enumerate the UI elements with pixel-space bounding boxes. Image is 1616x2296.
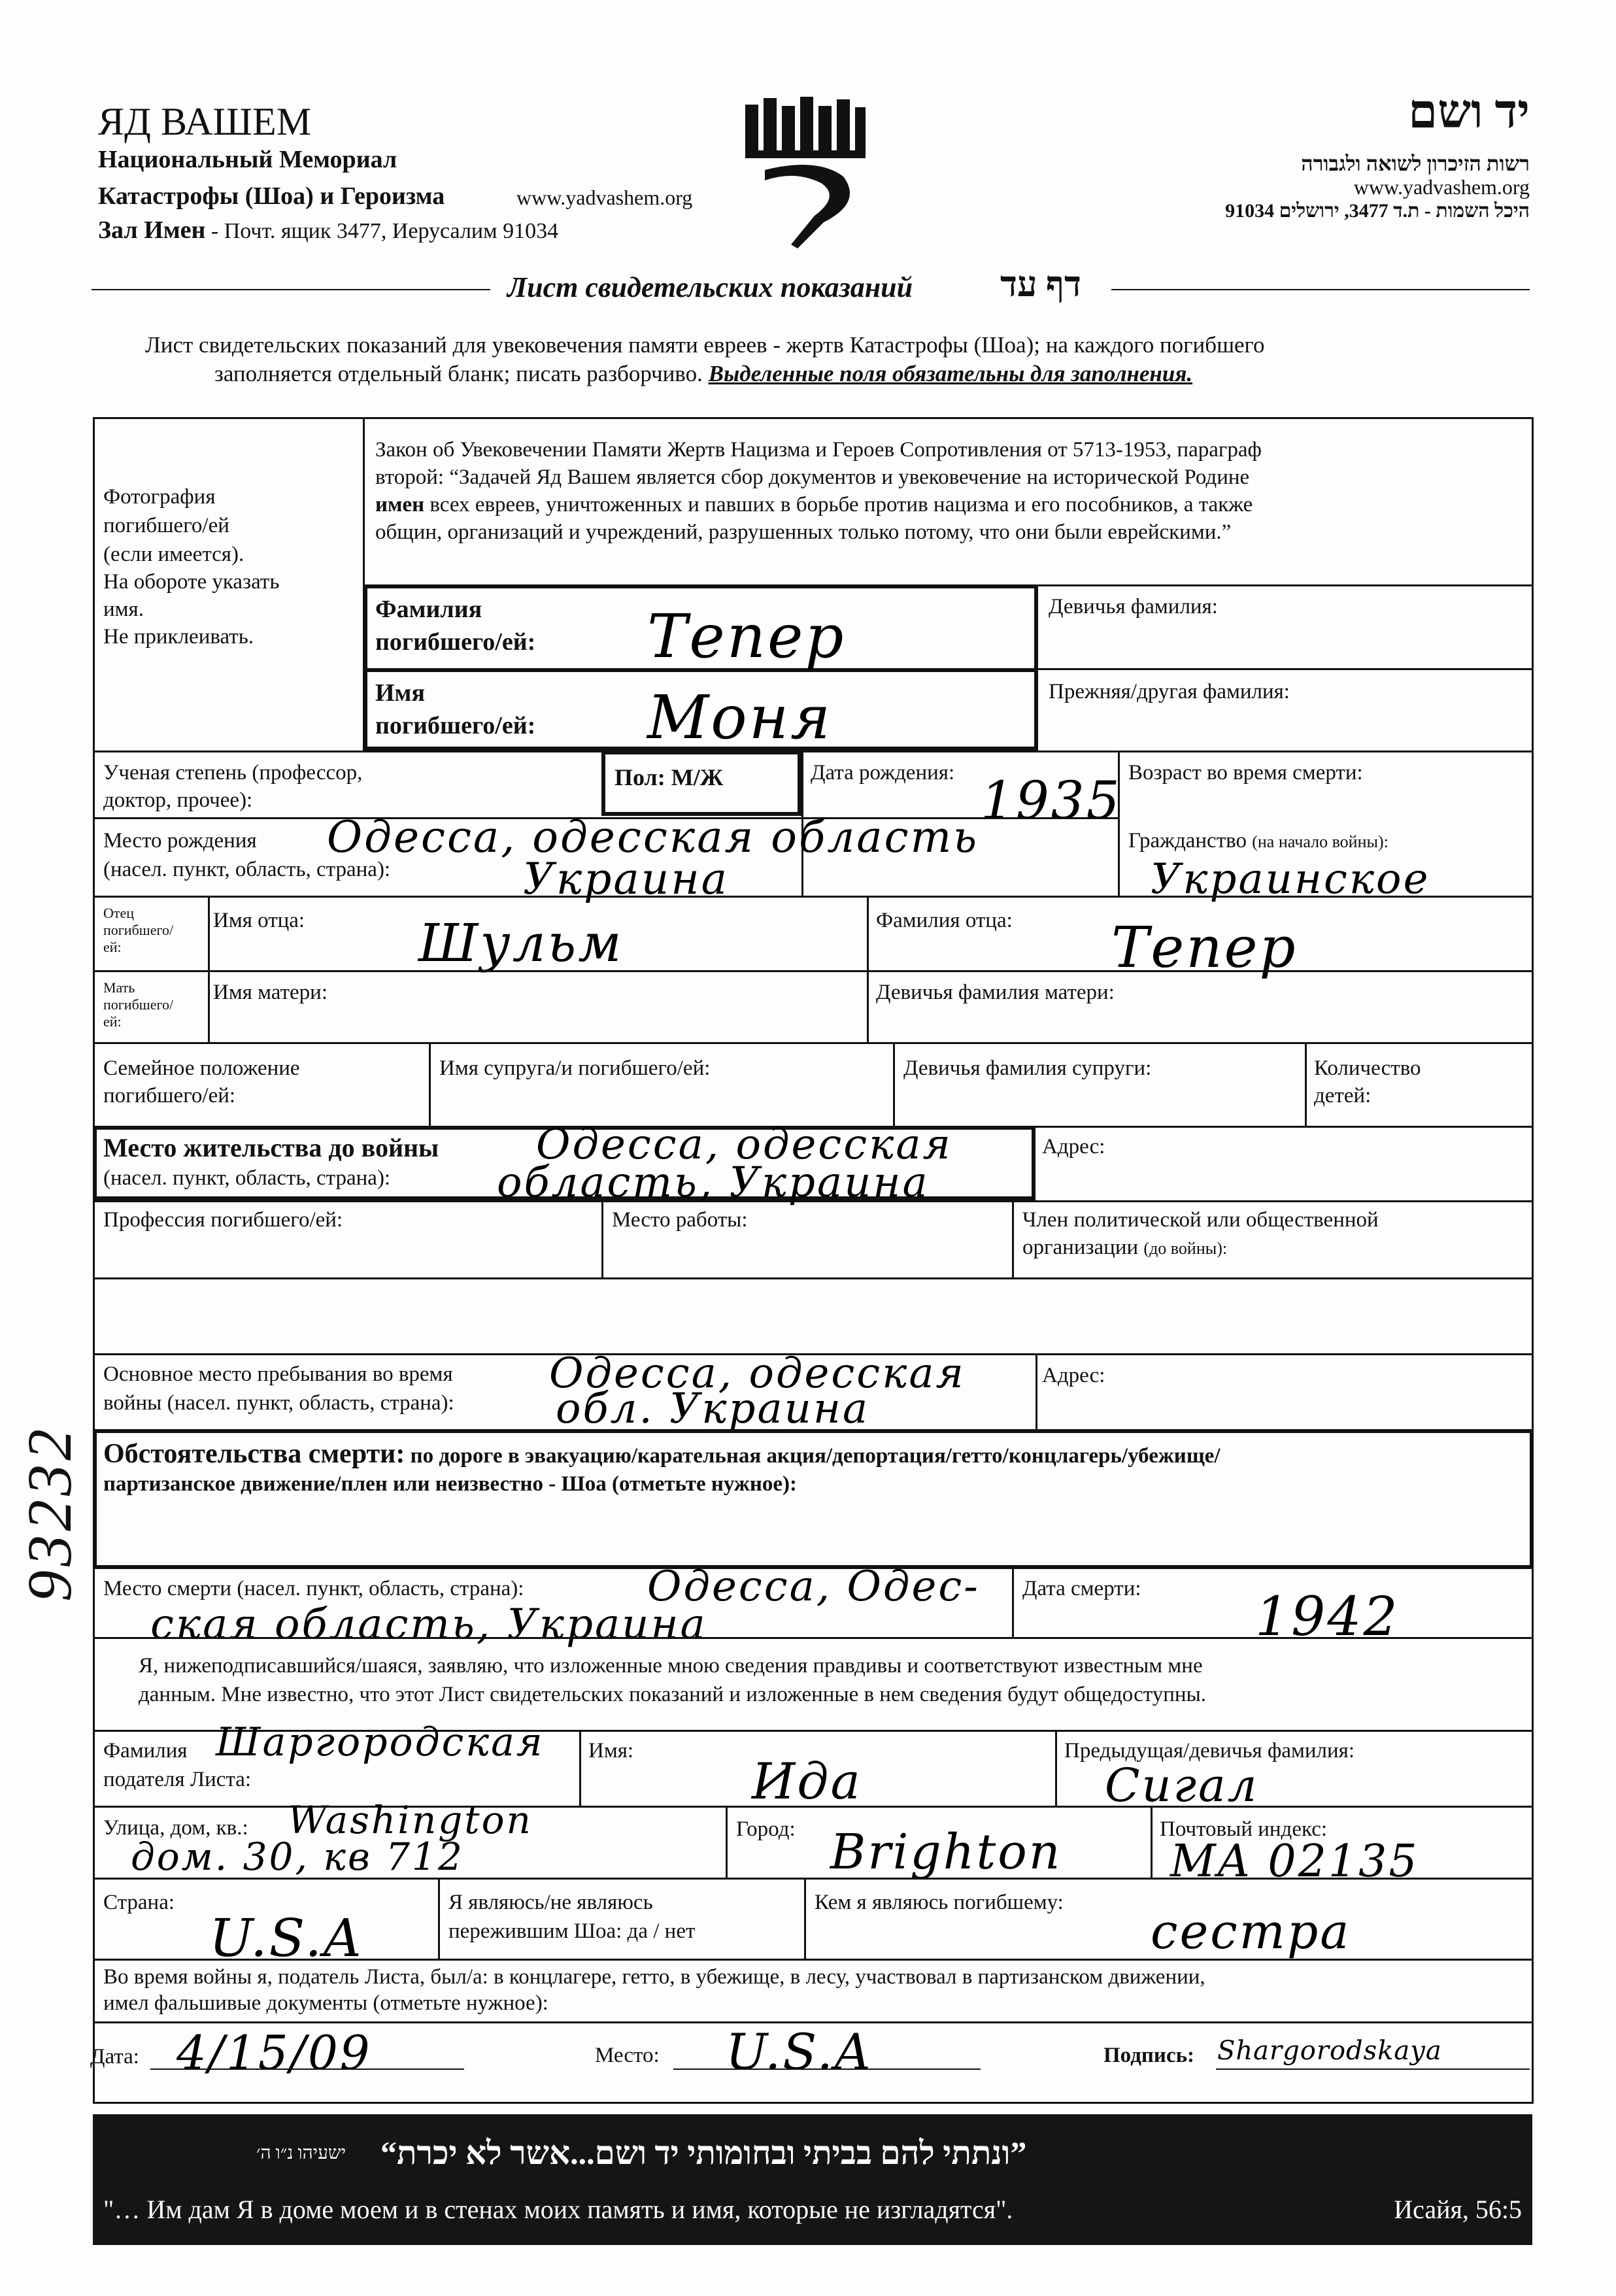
logo-candle: [782, 106, 795, 150]
col-line: [438, 1878, 440, 1959]
zip-label: Почтовый индекс:: [1160, 1817, 1328, 1841]
father-name-label: Имя отца:: [213, 909, 305, 932]
date-label: Дата:: [90, 2045, 139, 2068]
mother-side2: погибшего/: [103, 996, 174, 1013]
photo-line3: (если имеется).: [103, 543, 244, 566]
col-line: [1012, 1569, 1014, 1637]
death-circ-options2: партизанское движение/плен или неизвестно - Шоа (отметьте нужное):: [103, 1472, 797, 1496]
col-line: [804, 1878, 806, 1959]
birth-date-label: Дата рождения:: [811, 761, 955, 785]
col-line: [893, 1042, 895, 1126]
row-line: [93, 1637, 1534, 1639]
org-name-he-line2: רשות הזיכרון לשואה ולגבורה: [1301, 152, 1530, 175]
submitter-wartime-line2: имел фальшивые документы (отметьте нужное):: [103, 1991, 548, 2015]
law-line1: Закон об Увековечении Памяти Жертв Нацизма и Героев Сопротивления от 5713-1953, параграф: [375, 438, 1262, 462]
signature-value: Shargorodskaya: [1217, 2036, 1442, 2066]
workplace-label: Место работы:: [612, 1208, 748, 1232]
place-value: U.S.A: [726, 2023, 873, 2081]
residence-note: (насел. пункт, область, страна):: [103, 1166, 391, 1190]
logo-candle: [800, 97, 813, 150]
photo-line2: погибшего/ей: [103, 514, 229, 537]
residence-value2: область, Украина: [497, 1158, 930, 1207]
street-value2: дом. 30, кв 712: [131, 1834, 464, 1879]
form-title: Лист свидетельских показаний: [507, 271, 913, 303]
hall-address: [98, 216, 558, 245]
law-line3: [375, 493, 1253, 517]
birthplace-label1: Место рождения: [103, 829, 257, 853]
mother-maiden-label: Девичья фамилия матери:: [876, 981, 1115, 1004]
member-label2-text: организации: [1022, 1236, 1139, 1259]
photo-line1: Фотография: [103, 485, 216, 509]
col-line: [1118, 751, 1120, 896]
form-title-he: דף עד: [1000, 265, 1081, 304]
death-date-label: Дата смерти:: [1022, 1577, 1141, 1600]
father-surname-label: Фамилия отца:: [876, 909, 1013, 932]
victim-prev-surname-label: Прежняя/другая фамилия:: [1049, 680, 1290, 703]
col-line: [726, 1806, 728, 1878]
col-line: [601, 1200, 603, 1277]
relation-value: сестра: [1151, 1904, 1351, 1960]
intro-line2: [214, 361, 1192, 387]
signature-underline: [1216, 2068, 1530, 2070]
logo-candle: [837, 99, 850, 150]
org-name-ru-line3: Катастрофы (Шоа) и Героизма: [98, 182, 445, 210]
city-value: Brighton: [830, 1824, 1062, 1880]
logo-candle: [764, 98, 777, 150]
member-label1: Член политической или общественной: [1022, 1208, 1379, 1232]
mother-side3: ей:: [103, 1013, 122, 1030]
birthplace-label2: (насел. пункт, область, страна):: [103, 858, 391, 881]
submitter-wartime-line1: Во время войны я, податель Листа, был/а: в концлагере, гетто, в убежище, в лесу, участвовал в партизанском движении,: [103, 1965, 1205, 1989]
col-line: [1012, 1200, 1014, 1277]
death-place-label: Место смерти (насел. пункт, область, страна):: [103, 1577, 524, 1600]
org-name-ru: ЯД ВАШЕМ: [98, 100, 312, 143]
col-line: [579, 1730, 581, 1806]
country-label: Страна:: [103, 1891, 175, 1914]
victim-name-value: Моня: [647, 683, 833, 752]
law-line2: второй: “Задачей Яд Вашем является сбор документов и увековечение на исторической Родине: [375, 465, 1250, 489]
submitter-name-label: Имя:: [588, 1739, 634, 1763]
citizenship-value: Украинское: [1151, 855, 1430, 903]
law-line3-bold: имен: [375, 493, 425, 516]
photo-line6: Не приклеивать.: [103, 625, 254, 649]
victim-name-label1: Имя: [375, 679, 425, 707]
father-surname-value: Тепер: [1111, 915, 1298, 981]
declaration-line2: данным. Мне известно, что этот Лист свидетельских показаний и изложенные в нем сведения будут общедоступны.: [139, 1683, 1207, 1706]
death-place-value2: ская область, Украина: [150, 1600, 707, 1649]
date-value: 4/15/09: [177, 2025, 372, 2080]
father-side2: погибшего/: [103, 922, 174, 938]
member-label2: [1022, 1236, 1227, 1260]
birthplace-value2: Украина: [523, 854, 730, 904]
victim-maiden-label: Девичья фамилия:: [1049, 595, 1218, 618]
degree-label2: доктор, прочее):: [103, 788, 253, 812]
footer-russian: "… Им дам Я в доме моем и в стенах моих память и имя, которые не изгладятся".: [103, 2195, 1013, 2224]
street-value1: Washington: [288, 1798, 533, 1842]
declaration-line1: Я, нижеподписавшийся/шаяся, заявляю, что изложенные мною сведения правдивы и соответствуют известным мне: [139, 1654, 1203, 1678]
marital-label2: погибшего/ей:: [103, 1084, 236, 1107]
footer-banner: [93, 2114, 1532, 2245]
row-line: [93, 1200, 1534, 1202]
row-line: [93, 1042, 1534, 1044]
death-circ-line1: [103, 1438, 1220, 1470]
date-underline: [150, 2068, 464, 2070]
col-line: [429, 1042, 431, 1126]
footer-russian-ref: Исайя, 56:5: [1394, 2195, 1522, 2224]
mother-name-label: Имя матери:: [213, 981, 328, 1004]
wartime-value1: Одесса, одесская: [549, 1349, 966, 1398]
stamp-number: 93232: [14, 1425, 84, 1602]
citizenship-label-text: Гражданство: [1128, 829, 1247, 853]
org-name-ru-line2: Национальный Мемориал: [98, 146, 397, 173]
title-rule-left: [92, 289, 490, 290]
intro-line1: Лист свидетельских показаний для увековечения памяти евреев - жертв Катастрофы (Шоа); на каждого погибшего: [145, 332, 1265, 358]
col-line: [1305, 1042, 1307, 1126]
birthplace-value1: Одесса, одесская область: [327, 812, 979, 862]
row-line: [93, 1959, 1534, 1961]
submitter-surname-label2: подателя Листа:: [103, 1768, 252, 1791]
website-right: www.yadvashem.org: [1353, 175, 1530, 199]
footer-hebrew: ”ונתתי להם בביתי ובחומותי יד ושם...אשר לא יכרת“: [380, 2135, 1027, 2171]
org-name-he: יד ושם: [1408, 86, 1530, 138]
row-line: [1038, 668, 1534, 670]
death-circ-label: Обстоятельства смерти:: [103, 1439, 405, 1469]
submitter-name-value: Ида: [752, 1752, 862, 1810]
wartime-label1: Основное место пребывания во время: [103, 1362, 453, 1386]
org-name-he-line3: היכל השמות - ת.ד 3477, ירושלים 91034: [1225, 200, 1530, 222]
law-line4: общин, организаций и учреждений, разрушенных только потому, что они были еврейскими.”: [375, 520, 1232, 544]
member-note: (до войны):: [1143, 1239, 1228, 1258]
hall-label: Зал Имен: [98, 216, 206, 244]
website-left: www.yadvashem.org: [516, 186, 693, 209]
row-line: [93, 1878, 1534, 1880]
wartime-label2: войны (насел. пункт, область, страна):: [103, 1391, 454, 1415]
row-line: [93, 751, 1534, 752]
col-line: [867, 896, 869, 1042]
survivor-label2: пережившим Шоа: да / нет: [448, 1919, 696, 1943]
submitter-prev-label: Предыдущая/девичья фамилия:: [1064, 1739, 1355, 1763]
col-line: [1055, 1730, 1057, 1806]
submitter-prev-value: Сигал: [1105, 1759, 1259, 1812]
logo-candle: [745, 105, 758, 150]
col-line: [208, 896, 210, 1042]
spouse-name-label: Имя супруга/и погибшего/ей:: [439, 1056, 711, 1080]
col-line: [1151, 1806, 1153, 1878]
row-line: [93, 970, 1534, 972]
logo-candle: [855, 107, 866, 150]
spouse-maiden-label: Девичья фамилия супруги:: [903, 1056, 1152, 1080]
street-label: Улица, дом, кв.:: [103, 1816, 248, 1840]
relation-label: Кем я являюсь погибшему:: [815, 1891, 1064, 1914]
row-line: [93, 896, 1534, 898]
submitter-surname-label1: Фамилия: [103, 1739, 188, 1763]
row-line: [93, 1277, 1534, 1279]
citizenship-label: [1128, 829, 1389, 853]
intro-line2-text: заполняется отдельный бланк; писать разборчиво.: [214, 361, 709, 386]
photo-line4: На обороте указать: [103, 570, 280, 594]
submitter-surname-value: Шаргородская: [216, 1719, 545, 1765]
residence-value1: Одесса, одесская: [536, 1121, 952, 1169]
place-label: Место:: [595, 2044, 660, 2067]
required-note: Выделенные поля обязательны для заполнения.: [708, 361, 1193, 386]
mother-side1: Мать: [103, 979, 135, 996]
children-label2: детей:: [1314, 1084, 1372, 1107]
citizenship-note: (на начало войны):: [1252, 832, 1389, 851]
age-label: Возраст во время смерти:: [1128, 761, 1363, 785]
father-side3: ей:: [103, 939, 122, 955]
wartime-value2: обл. Украина: [556, 1385, 870, 1433]
survivor-label1: Я являюсь/не являюсь: [448, 1891, 653, 1914]
victim-surname-value: Тепер: [647, 601, 846, 671]
residence-label: Место жительства до войны: [103, 1133, 439, 1162]
footer-hebrew-ref: ישעיהו נ״ו ה׳: [256, 2143, 346, 2163]
marital-label1: Семейное положение: [103, 1056, 300, 1080]
father-name-value: Шульм: [418, 913, 624, 973]
signature-label: Подпись:: [1103, 2044, 1195, 2067]
title-rule-right: [1111, 289, 1530, 290]
yad-vashem-logo: [739, 92, 869, 248]
law-line3-rest: всех евреев, уничтоженных и павших в борьбе против нацизма и его пособников, а также: [424, 493, 1253, 516]
death-place-value1: Одесса, Одес-: [647, 1562, 980, 1611]
father-side1: Отец: [103, 905, 135, 921]
degree-label1: Ученая степень (профессор,: [103, 761, 363, 785]
place-underline: [673, 2068, 981, 2070]
zip-value: MA 02135: [1170, 1836, 1419, 1887]
col-line: [1035, 1353, 1037, 1429]
victim-name-label2: погибшего/ей:: [375, 712, 536, 739]
birth-date-value: 1935: [981, 770, 1122, 831]
children-label1: Количество: [1314, 1056, 1421, 1080]
victim-surname-label1: Фамилия: [375, 596, 482, 623]
profession-label: Профессия погибшего/ей:: [103, 1208, 343, 1232]
victim-surname-label2: погибшего/ей:: [375, 628, 536, 656]
sex-options: М/Ж: [671, 764, 724, 790]
sex-label-text: Пол:: [614, 764, 665, 790]
wartime-address-label: Адрес:: [1042, 1364, 1105, 1387]
logo-candle: [818, 106, 832, 150]
sex-label: [614, 764, 723, 791]
death-date-value: 1942: [1255, 1586, 1400, 1648]
hall-address-text: - Почт. ящик 3477, Иерусалим 91034: [205, 219, 559, 243]
residence-address-label: Адрес:: [1042, 1135, 1105, 1158]
death-circ-options1: по дороге в эвакуацию/карательная акция/депортация/гетто/концлагерь/убежище/: [405, 1444, 1220, 1468]
photo-line5: имя.: [103, 598, 144, 621]
country-value: U.S.A: [209, 1908, 363, 1968]
city-label: Город:: [736, 1817, 796, 1841]
